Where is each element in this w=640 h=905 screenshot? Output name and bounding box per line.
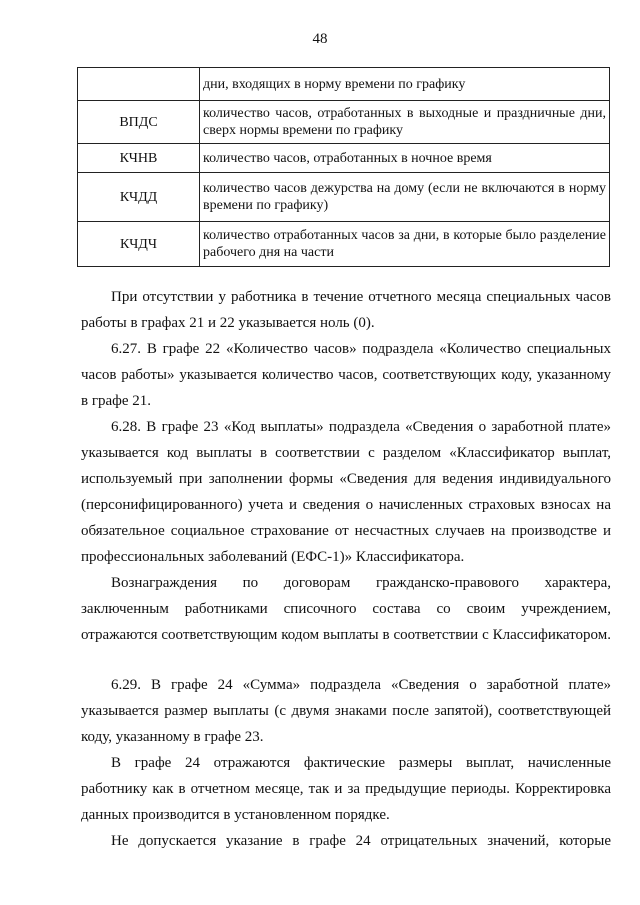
description-cell: количество часов дежурства на дому (если не включаются в норму времени по графику) <box>200 173 610 222</box>
code-cell: ВПДС <box>78 101 200 144</box>
table-row <box>78 144 610 173</box>
table-row <box>78 222 610 267</box>
description-cell: количество часов, отработанных в ночное время <box>200 144 610 173</box>
description-cell: дни, входящих в норму времени по графику <box>200 68 610 101</box>
paragraph: В графе 24 отражаются фактические размеры выплат, начисленные работнику как в отчетном месяце, так и за предыдущие периоды. Корректировка данных производится в установленном порядке. <box>81 755 611 823</box>
paragraph: Вознаграждения по договорам гражданско-правового характера, заключенным работниками списочного состава со своим учреждением, отражаются соответствующим кодом выплаты в соответствии с Классификатором. <box>81 575 611 643</box>
table-row <box>78 68 610 101</box>
page-number: 48 <box>312 31 328 47</box>
paragraph: 6.27. В графе 22 «Количество часов» подраздела «Количество специальных часов работы» указывается количество часов, соответствующих коду, указанному в графе 21. <box>81 341 611 409</box>
table-row <box>78 173 610 222</box>
description-cell: количество часов, отработанных в выходные и праздничные дни, сверх нормы времени по графику <box>200 101 610 144</box>
table-row <box>78 101 610 144</box>
paragraph: При отсутствии у работника в течение отчетного месяца специальных часов работы в графах 21 и 22 указывается ноль (0). <box>81 289 611 331</box>
code-cell <box>78 68 200 101</box>
paragraph: Не допускается указание в графе 24 отрицательных значений, которые <box>111 833 611 849</box>
paragraph: 6.28. В графе 23 «Код выплаты» подраздела «Сведения о заработной плате» указывается код выплаты в соответствии с разделом «Классификатор выплат, используемый при заполнении формы «Сведения для ведения индивидуального (персонифицированного) учета и сведения о начисленных страховых взносах на обязательное социальное страхование от несчастных случаев на производстве и профессиональных заболеваний (ЕФС-1)» Классификатора. <box>81 419 611 565</box>
codes-table <box>77 67 610 267</box>
code-cell: КЧНВ <box>78 144 200 173</box>
code-cell: КЧДЧ <box>78 222 200 267</box>
description-cell: количество отработанных часов за дни, в которые было разделение рабочего дня на части <box>200 222 610 267</box>
code-cell: КЧДД <box>78 173 200 222</box>
paragraph: 6.29. В графе 24 «Сумма» подраздела «Сведения о заработной плате» указывается размер выплаты (с двумя знаками после запятой), соответствующей коду, указанному в графе 23. <box>81 677 611 745</box>
